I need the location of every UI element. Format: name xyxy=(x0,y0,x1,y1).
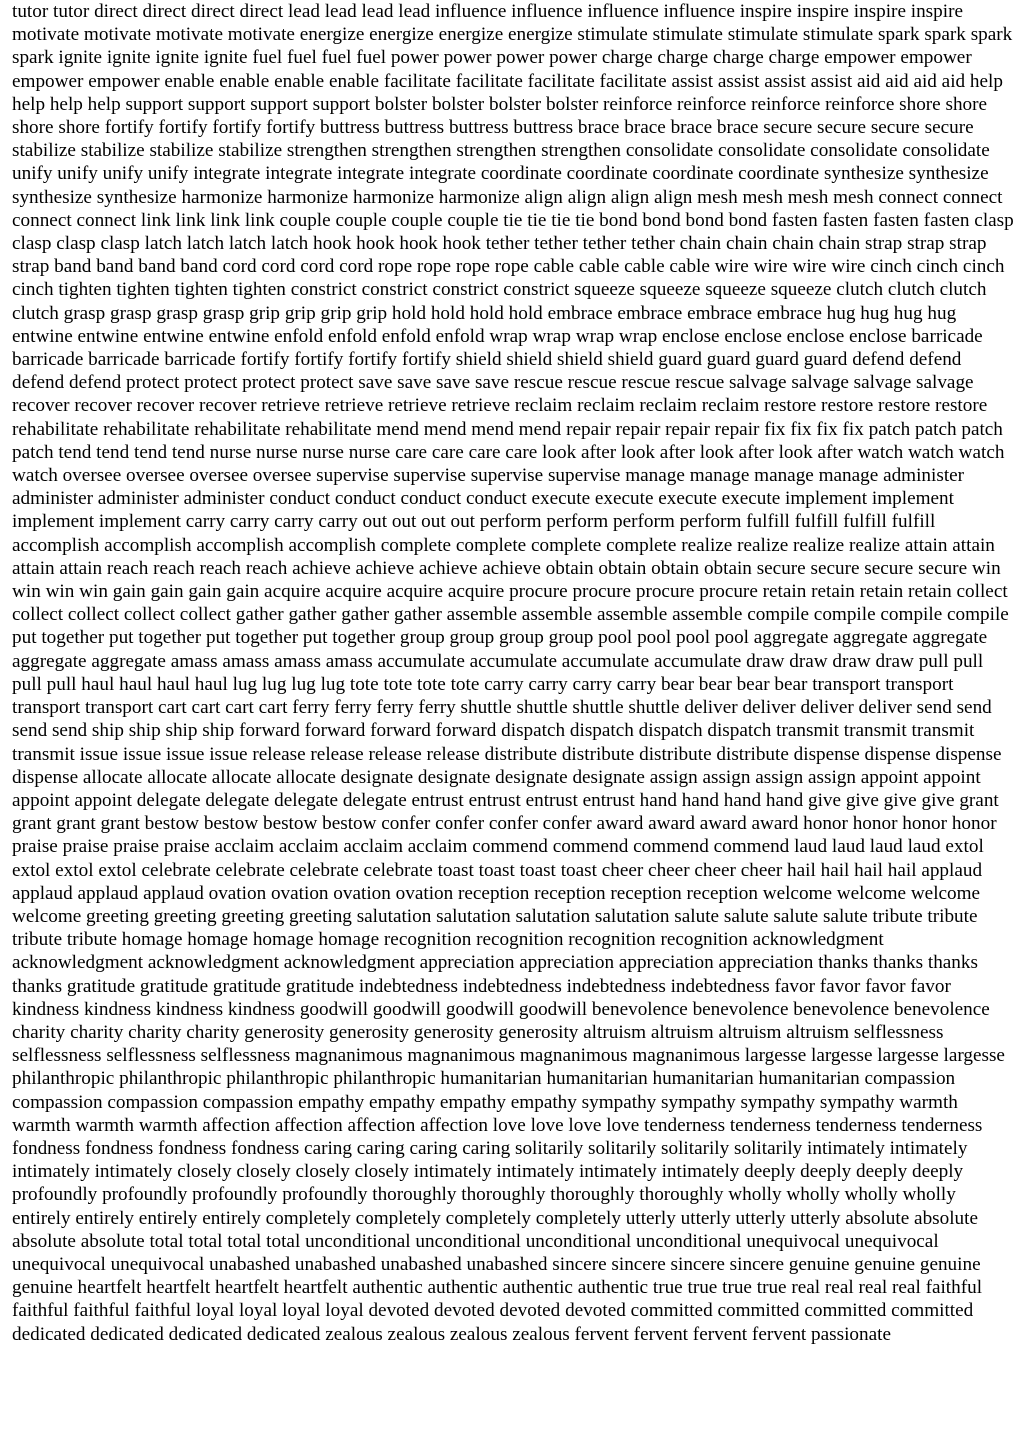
body-text: tutor tutor direct direct direct direct lead lead lead lead influence influence influence influence inspire inspire inspire inspire motivate motivate motivate motivate energize energize energize energize stimulate stimulate stimulate stimulate spark spark spark spark ignite ignite ignite ignite fuel fuel fuel fuel power power power power charge charge charge charge empower empower empower empower enable enable enable enable facilitate facilitate facilitate facilitate assist assist assist assist aid aid aid aid help help help help support support support support bolster bolster bolster bolster reinforce reinforce reinforce reinforce shore shore shore shore fortify fortify fortify fortify buttress buttress buttress buttress brace brace brace brace secure secure secure secure stabilize stabilize stabilize stabilize strengthen strengthen strengthen strengthen consolidate consolidate consolidate consolidate unify unify unify unify integrate integrate integrate integrate coordinate coordinate coordinate coordinate synthesize synthesize synthesize synthesize harmonize harmonize harmonize harmonize align align align align mesh mesh mesh mesh connect connect connect connect link link link link couple couple couple couple tie tie tie tie bond bond bond bond fasten fasten fasten fasten clasp clasp clasp clasp latch latch latch latch hook hook hook hook tether tether tether tether chain chain chain chain strap strap strap strap band band band band cord cord cord cord rope rope rope rope cable cable cable cable wire wire wire wire cinch cinch cinch cinch tighten tighten tighten tighten constrict constrict constrict constrict squeeze squeeze squeeze squeeze clutch clutch clutch clutch grasp grasp grasp grasp grip grip grip grip hold hold hold hold embrace embrace embrace embrace hug hug hug hug entwine entwine entwine entwine enfold enfold enfold enfold wrap wrap wrap wrap enclose enclose enclose enclose barricade barricade barricade barricade fortify fortify fortify fortify shield shield shield shield guard guard guard guard defend defend defend defend protect protect protect protect save save save save rescue rescue rescue rescue salvage salvage salvage salvage recover recover recover recover retrieve retrieve retrieve retrieve reclaim reclaim reclaim reclaim restore restore restore restore rehabilitate rehabilitate rehabilitate rehabilitate mend mend mend mend repair repair repair repair fix fix fix fix patch patch patch patch tend tend tend tend nurse nurse nurse nurse care care care care look after look after look after look after watch watch watch watch oversee oversee oversee oversee supervise supervise supervise supervise manage manage manage manage administer administer administer administer conduct conduct conduct conduct execute execute execute execute implement implement implement implement carry carry carry carry out out out out perform perform perform perform fulfill fulfill fulfill fulfill accomplish accomplish accomplish accomplish complete complete complete complete realize realize realize realize attain attain attain attain reach reach reach reach achieve achieve achieve achieve obtain obtain obtain obtain secure secure secure secure win win win win gain gain gain gain acquire acquire acquire acquire procure procure procure procure retain retain retain retain collect collect collect collect collect gather gather gather gather assemble assemble assemble assemble compile compile compile compile put together put together put together put together group group group group pool pool pool pool aggregate aggregate aggregate aggregate aggregate amass amass amass amass accumulate accumulate accumulate accumulate draw draw draw draw pull pull pull pull haul haul haul haul lug lug lug lug tote tote tote tote carry carry carry carry bear bear bear bear transport transport transport transport cart cart cart cart ferry ferry ferry ferry shuttle shuttle shuttle shuttle deliver deliver deliver deliver send send send send ship ship ship ship forward forward forward forward dispatch dispatch dispatch dispatch transmit transmit transmit transmit issue issue issue issue release release release release distribute distribute distribute distribute dispense dispense dispense dispense allocate allocate allocate allocate designate designate designate designate assign assign assign assign appoint appoint appoint appoint delegate delegate delegate delegate entrust entrust entrust entrust hand hand hand hand give give give give grant grant grant grant bestow bestow bestow bestow confer confer confer confer award award award award honor honor honor honor praise praise praise praise acclaim acclaim acclaim acclaim commend commend commend commend laud laud laud laud extol extol extol extol celebrate celebrate celebrate celebrate toast toast toast toast cheer cheer cheer cheer hail hail hail hail applaud applaud applaud applaud ovation ovation ovation ovation reception reception reception reception welcome welcome welcome welcome greeting greeting greeting greeting salutation salutation salutation salutation salute salute salute salute tribute tribute tribute tribute homage homage homage homage recognition recognition recognition recognition acknowledgment acknowledgment acknowledgment acknowledgment appreciation appreciation appreciation appreciation thanks thanks thanks thanks gratitude gratitude gratitude gratitude indebtedness indebtedness indebtedness indebtedness favor favor favor favor kindness kindness kindness kindness goodwill goodwill goodwill goodwill benevolence benevolence benevolence benevolence charity charity charity charity generosity generosity generosity generosity altruism altruism altruism altruism selflessness selflessness selflessness selflessness magnanimous magnanimous magnanimous magnanimous largesse largesse largesse largesse philanthropic philanthropic philanthropic philanthropic humanitarian humanitarian humanitarian humanitarian compassion compassion compassion compassion empathy empathy empathy empathy sympathy sympathy sympathy sympathy warmth warmth warmth warmth affection affection affection affection love love love love tenderness tenderness tenderness tenderness fondness fondness fondness fondness caring caring caring caring solitarily solitarily solitarily solitarily intimately intimately intimately intimately closely closely closely closely intimately intimately intimately intimately deeply deeply deeply deeply profoundly profoundly profoundly profoundly thoroughly thoroughly thoroughly thoroughly wholly wholly wholly wholly entirely entirely entirely entirely completely completely completely completely utterly utterly utterly utterly absolute absolute absolute absolute total total total total unconditional unconditional unconditional unconditional unequivocal unequivocal unequivocal unequivocal unabashed unabashed unabashed unabashed sincere sincere sincere sincere genuine genuine genuine genuine heartfelt heartfelt heartfelt heartfelt authentic authentic authentic authentic true true true true real real real real faithful faithful faithful faithful loyal loyal loyal loyal devoted devoted devoted devoted committed committed committed committed dedicated dedicated dedicated dedicated zealous zealous zealous zealous fervent fervent fervent fervent passionate xyxy=(12,1,1014,1345)
